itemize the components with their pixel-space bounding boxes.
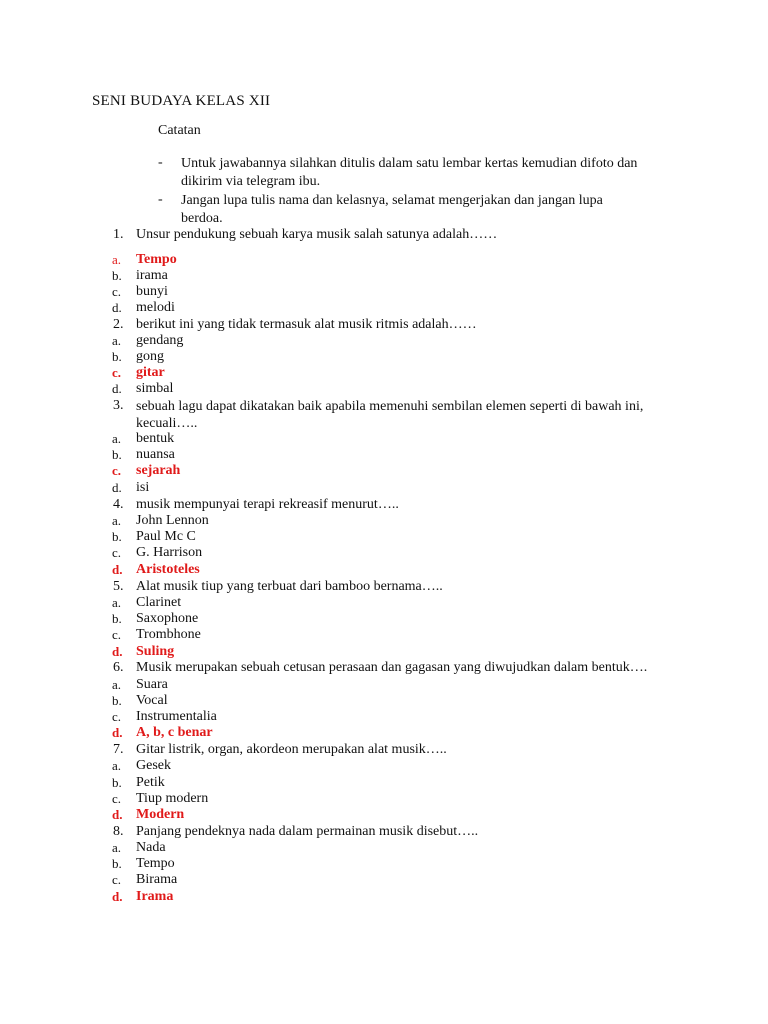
- note-text: [181, 155, 678, 191]
- option-letter: b.: [112, 447, 122, 462]
- question-number: 1.: [113, 227, 124, 242]
- question-number: 8.: [113, 824, 124, 839]
- note-bullet: -: [158, 155, 163, 170]
- question-text: berikut ini yang tidak termasuk alat musik ritmis adalah……: [136, 317, 477, 332]
- option-text: irama: [136, 268, 168, 283]
- option-letter: c.: [112, 463, 122, 478]
- option-letter: b.: [112, 611, 122, 626]
- option-text: Petik: [136, 775, 165, 790]
- option-letter: a.: [112, 840, 122, 855]
- question-line: kecuali…..: [136, 416, 198, 431]
- option-text: melodi: [136, 300, 175, 315]
- option-letter: b.: [112, 693, 122, 708]
- option-text: gitar: [136, 365, 165, 380]
- option-text: bentuk: [136, 431, 175, 446]
- option-text: Instrumentalia: [136, 709, 217, 724]
- question-number: 7.: [113, 742, 124, 757]
- option-letter: a.: [112, 595, 122, 610]
- question-text: Unsur pendukung sebuah karya musik salah satunya adalah……: [136, 227, 498, 242]
- option-text: nuansa: [136, 447, 175, 462]
- page-title: SENI BUDAYA KELAS XII: [92, 93, 271, 109]
- option-letter: a.: [112, 252, 122, 267]
- option-letter: a.: [112, 431, 122, 446]
- option-letter: a.: [112, 677, 122, 692]
- option-text: bunyi: [136, 284, 168, 299]
- question-text: [136, 398, 678, 432]
- option-text: Clarinet: [136, 595, 182, 610]
- option-letter: b.: [112, 349, 122, 364]
- option-letter: d.: [112, 725, 123, 740]
- option-letter: c.: [112, 627, 122, 642]
- note-line: Jangan lupa tulis nama dan kelasnya, selamat mengerjakan dan jangan lupa: [181, 193, 603, 208]
- option-text: A, b, c benar: [136, 725, 213, 740]
- option-text: Trombhone: [136, 627, 201, 642]
- option-letter: d.: [112, 644, 123, 659]
- option-text: gendang: [136, 333, 184, 348]
- question-number: 6.: [113, 660, 124, 675]
- note-text: [181, 192, 678, 228]
- option-letter: a.: [112, 333, 122, 348]
- option-text: Tiup modern: [136, 791, 209, 806]
- option-letter: d.: [112, 807, 123, 822]
- option-letter: c.: [112, 365, 122, 380]
- option-letter: c.: [112, 872, 122, 887]
- option-text: Birama: [136, 872, 178, 887]
- question-text: Alat musik tiup yang terbuat dari bamboo bernama…..: [136, 579, 443, 594]
- option-text: Suling: [136, 644, 175, 659]
- notes-heading: Catatan: [158, 123, 201, 138]
- option-text: Irama: [136, 889, 174, 904]
- option-letter: d.: [112, 889, 123, 904]
- option-text: sejarah: [136, 463, 181, 478]
- note-line: Untuk jawabannya silahkan ditulis dalam satu lembar kertas kemudian difoto dan: [181, 156, 638, 171]
- option-text: Gesek: [136, 758, 171, 773]
- option-letter: a.: [112, 513, 122, 528]
- option-text: simbal: [136, 381, 174, 396]
- note-bullet: -: [158, 192, 163, 207]
- option-text: isi: [136, 480, 150, 495]
- option-letter: d.: [112, 480, 122, 495]
- option-letter: c.: [112, 545, 122, 560]
- option-letter: d.: [112, 562, 123, 577]
- question-text: musik mempunyai terapi rekreasif menurut…..: [136, 497, 399, 512]
- option-text: Vocal: [136, 693, 168, 708]
- option-text: John Lennon: [136, 513, 209, 528]
- option-text: Aristoteles: [136, 562, 200, 577]
- option-text: G. Harrison: [136, 545, 203, 560]
- option-text: Suara: [136, 677, 168, 692]
- question-line: sebuah lagu dapat dikatakan baik apabila memenuhi sembilan elemen seperti di bawah ini,: [136, 399, 644, 414]
- note-line: dikirim via telegram ibu.: [181, 174, 321, 189]
- option-text: Tempo: [136, 252, 177, 267]
- option-letter: d.: [112, 300, 122, 315]
- option-letter: b.: [112, 856, 122, 871]
- option-letter: c.: [112, 284, 122, 299]
- option-letter: a.: [112, 758, 122, 773]
- option-text: Paul Mc C: [136, 529, 196, 544]
- question-text: Musik merupakan sebuah cetusan perasaan dan gagasan yang diwujudkan dalam bentuk….: [136, 660, 648, 675]
- option-text: Tempo: [136, 856, 175, 871]
- option-text: Modern: [136, 807, 185, 822]
- option-letter: d.: [112, 381, 122, 396]
- question-number: 5.: [113, 579, 124, 594]
- option-text: Saxophone: [136, 611, 199, 626]
- question-number: 4.: [113, 497, 124, 512]
- option-text: gong: [136, 349, 164, 364]
- option-letter: c.: [112, 791, 122, 806]
- question-number: 2.: [113, 317, 124, 332]
- question-text: Panjang pendeknya nada dalam permainan musik disebut…..: [136, 824, 479, 839]
- question-number: 3.: [113, 398, 124, 413]
- question-text: Gitar listrik, organ, akordeon merupakan alat musik…..: [136, 742, 447, 757]
- option-letter: b.: [112, 268, 122, 283]
- option-text: Nada: [136, 840, 166, 855]
- option-letter: b.: [112, 529, 122, 544]
- note-line: berdoa.: [181, 211, 223, 226]
- option-letter: c.: [112, 709, 122, 724]
- option-letter: b.: [112, 775, 122, 790]
